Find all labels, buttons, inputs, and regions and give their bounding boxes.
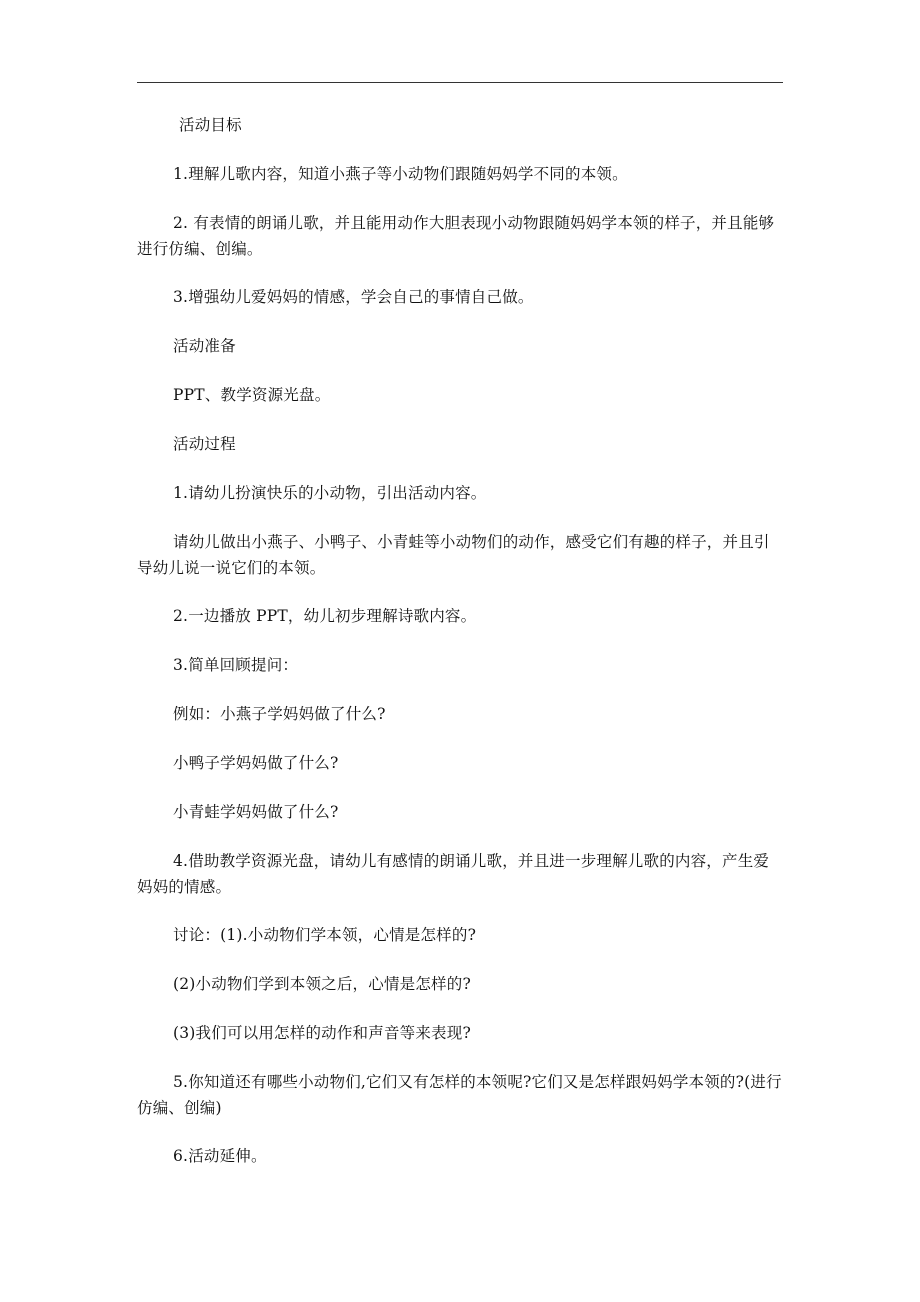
review-question-2: 小鸭子学妈妈做了什么? [173, 754, 339, 772]
header-rule [137, 82, 783, 83]
goal-item-3: 3.增强幼儿爱妈妈的情感，学会自己的事情自己做。 [173, 288, 534, 306]
process-step-4: 4.借助教学资源光盘，请幼儿有感情的朗诵儿歌，并且进一步理解儿歌的内容，产生爱妈妈的情感。 [137, 852, 770, 896]
document-body [137, 112, 783, 1192]
goal-item-1: 1.理解儿歌内容，知道小燕子等小动物们跟随妈妈学不同的本领。 [173, 165, 628, 183]
goal-item-2: 2. 有表情的朗诵儿歌，并且能用动作大胆表现小动物跟随妈妈学本领的样子，并且能够进行仿编、创编。 [137, 214, 775, 258]
preparation-item-1: PPT、教学资源光盘。 [173, 386, 331, 404]
process-step-2: 2.一边播放 PPT，幼儿初步理解诗歌内容。 [173, 607, 477, 625]
process-step-1: 1.请幼儿扮演快乐的小动物，引出活动内容。 [173, 484, 487, 502]
review-question-1: 例如：小燕子学妈妈做了什么? [173, 705, 386, 723]
discussion-question-3: (3)我们可以用怎样的动作和声音等来表现? [173, 1024, 471, 1042]
review-question-3: 小青蛙学妈妈做了什么? [173, 803, 339, 821]
process-step-6: 6.活动延伸。 [173, 1147, 267, 1165]
discussion-question-2: (2)小动物们学到本领之后，心情是怎样的? [173, 975, 471, 993]
discussion-question-1: 讨论：(1).小动物们学本领，心情是怎样的? [173, 926, 477, 944]
process-step-1-detail: 请幼儿做出小燕子、小鸭子、小青蛙等小动物们的动作，感受它们有趣的样子，并且引导幼儿说一说它们的本领。 [137, 533, 770, 577]
section-heading-process: 活动过程 [173, 435, 236, 453]
process-step-5: 5.你知道还有哪些小动物们,它们又有怎样的本领呢?它们又是怎样跟妈妈学本领的?(进行仿编、创编) [137, 1073, 782, 1117]
section-heading-preparation: 活动准备 [173, 337, 236, 355]
section-heading-goals: 活动目标 [179, 116, 242, 134]
process-step-3: 3.简单回顾提问： [173, 656, 299, 674]
